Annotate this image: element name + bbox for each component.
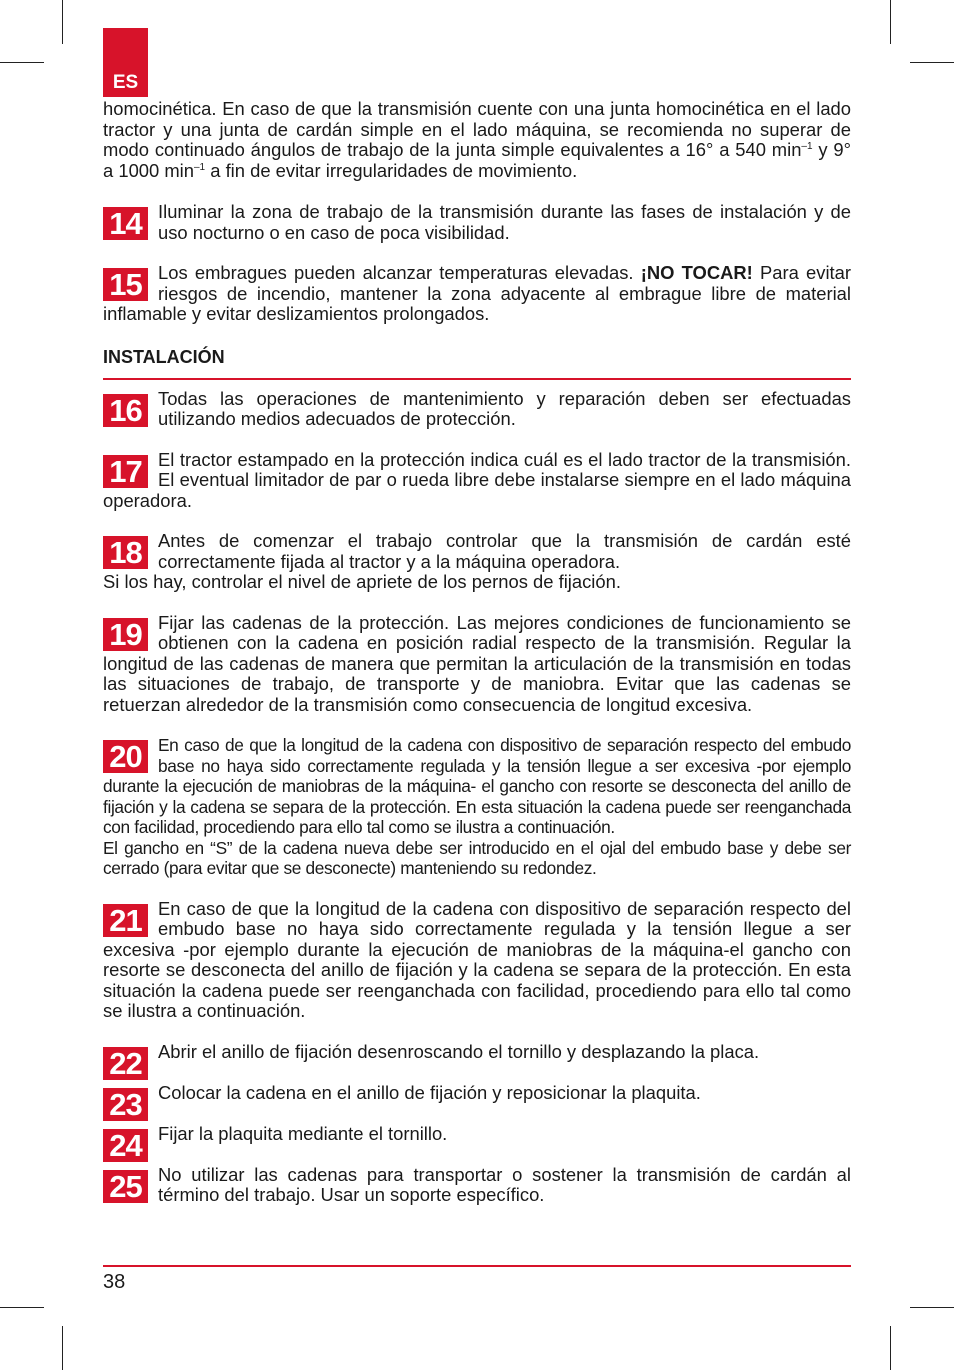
- item-25: [103, 1165, 851, 1206]
- item-number-badge: 21: [103, 904, 148, 937]
- superscript: –1: [194, 161, 206, 173]
- item-number-badge: 20: [103, 740, 148, 773]
- page-number: 38: [103, 1271, 126, 1293]
- item-number-badge: 23: [103, 1088, 148, 1121]
- item-text: Antes de comenzar el trabajo controlar que la transmisión de cardán esté correctamente fijada al tractor y a la máquina operadora.: [158, 530, 851, 572]
- item-number-badge: 22: [103, 1047, 148, 1080]
- warning-text: ¡NO TOCAR!: [640, 262, 753, 283]
- crop-mark: [0, 62, 44, 63]
- item-text: No utilizar las cadenas para transportar o sostener la transmisión de cardán al término del trabajo. Usar un soporte específico.: [158, 1163, 851, 1205]
- item-text: Los embragues pueden alcanzar temperaturas elevadas.: [158, 262, 641, 283]
- item-number-badge: 18: [103, 536, 148, 569]
- page-content: [103, 99, 851, 1206]
- item-19: [103, 613, 851, 716]
- intro-text: y 9° a 1000 min: [103, 139, 851, 181]
- crop-mark: [890, 1326, 891, 1370]
- item-text: Colocar la cadena en el anillo de fijación y reposicionar la plaquita.: [158, 1081, 701, 1103]
- item-16: [103, 389, 851, 430]
- item-number-badge: 17: [103, 455, 148, 488]
- item-17: [103, 450, 851, 512]
- crop-mark: [890, 0, 891, 44]
- item-number-badge: 25: [103, 1170, 148, 1203]
- item-number-badge: 16: [103, 394, 148, 427]
- item-18: [103, 531, 851, 572]
- intro-paragraph: [103, 99, 851, 181]
- item-24: [103, 1124, 851, 1165]
- item-text: En caso de que la longitud de la cadena con dispositivo de separación respecto del embudo base no haya sido correctamente regulada y la tensión llegue a ser excesiva -por ejemplo durante la ejecución de maniobras de la máquina-el gancho con resorte se desconecta del anillo de fijación y la cadena se separa de la protección. En esta situación la cadena puede ser reenganchada con facilidad, procediendo para ello tal como se ilustra a continuación.: [103, 897, 851, 1021]
- section-title: INSTALACIÓN: [103, 346, 225, 367]
- item-14: [103, 202, 851, 243]
- item-text: Fijar la plaquita mediante el tornillo.: [158, 1122, 448, 1144]
- item-text: Abrir el anillo de fijación desenroscando el tornillo y desplazando la placa.: [158, 1040, 760, 1062]
- item-23: [103, 1083, 851, 1124]
- item-15: [103, 263, 851, 325]
- item-21: [103, 899, 851, 1022]
- item-20-continuation: El gancho en “S” de la cadena nueva debe ser introducido en el ojal del embudo base y debe ser cerrado (para evitar que se desconecte) manteniendo su redondez.: [103, 837, 851, 878]
- item-text: Todas las operaciones de mantenimiento y reparación deben ser efectuadas utilizando medios adecuados de protección.: [158, 387, 851, 429]
- crop-mark: [62, 0, 63, 44]
- superscript: –1: [801, 140, 813, 152]
- item-number-badge: 24: [103, 1129, 148, 1162]
- item-number-badge: 15: [103, 268, 148, 301]
- item-number-badge: 19: [103, 618, 148, 651]
- intro-text: a fin de evitar irregularidades de movimiento.: [205, 159, 578, 181]
- crop-mark: [0, 1307, 44, 1308]
- crop-mark: [62, 1326, 63, 1370]
- intro-text: homocinética. En caso de que la transmisión cuente con una junta homocinética en el lado tractor y una junta de cardán simple en el lado máquina, se recomienda no superar de modo continuado ángulos de trabajo de la junta simple equivalentes a 16° a 540 min: [103, 98, 851, 160]
- section-divider: [103, 378, 851, 380]
- item-text: El tractor estampado en la protección indica cuál es el lado tractor de la transmisión. El eventual limitador de par o rueda libre debe instalarse siempre en el lado máquina operadora.: [103, 448, 851, 511]
- item-text: Fijar las cadenas de la protección. Las mejores condiciones de funcionamiento se obtienen con la cadena en posición radial respecto de la transmisión. Regular la longitud de las cadenas de manera que permitan la articulación de la transmisión en todas las situaciones de trabajo, de transporte y de maniobra. Evitar que las cadenas se retuerzan alrededor de la transmisión como consecuencia de longitud excesiva.: [103, 611, 851, 715]
- footer-divider: [103, 1265, 851, 1267]
- item-22: [103, 1042, 851, 1083]
- language-tab: ES: [103, 28, 148, 97]
- crop-mark: [910, 62, 954, 63]
- crop-mark: [910, 1307, 954, 1308]
- item-text: En caso de que la longitud de la cadena con dispositivo de separación respecto del embudo base no haya sido correctamente regulada y la tensión llegue a ser excesiva -por ejemplo durante la ejecución de maniobras de la máquina- el gancho con resorte se desconecta del anillo de fijación y la cadena se separa de la protección. En esta situación la cadena puede ser reenganchada con facilidad, procediendo para ello tal como se ilustra a continuación.: [103, 735, 851, 837]
- item-number-badge: 14: [103, 207, 148, 240]
- item-20: [103, 735, 851, 838]
- item-text: Para evitar riesgos de incendio, mantener la zona adyacente al embrague libre de material inflamable y evitar deslizamientos prolongados.: [103, 262, 851, 324]
- item-text: Iluminar la zona de trabajo de la transmisión durante las fases de instalación y de uso nocturno o en caso de poca visibilidad.: [158, 201, 851, 243]
- item-18-continuation: Si los hay, controlar el nivel de apriete de los pernos de fijación.: [103, 571, 621, 592]
